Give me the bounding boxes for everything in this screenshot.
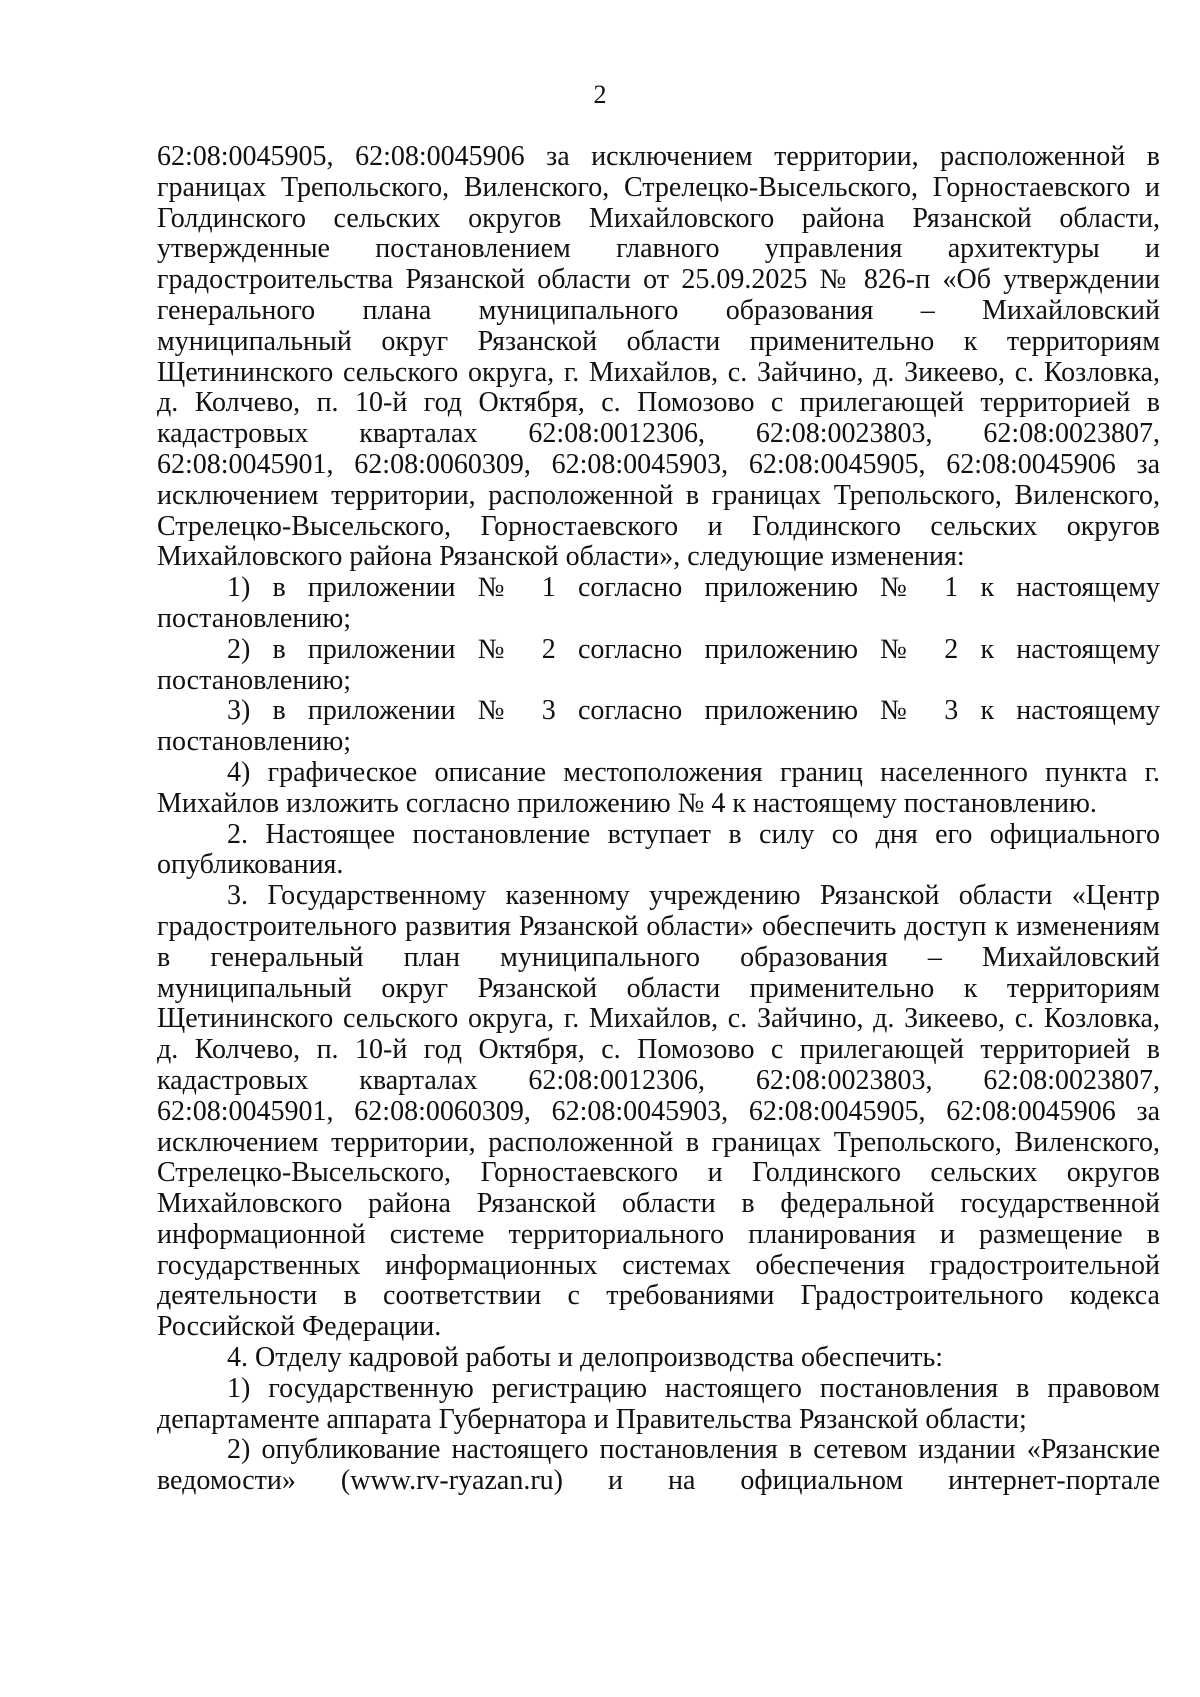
clause-4-item-2: 2) опубликование настоящего постановления в сетевом издании «Рязанские ведомости» (www.rv-ryazan.ru) и на официальном интернет-портале (157, 1434, 1160, 1497)
amendment-item-4: 4) графическое описание местоположения границ населенного пункта г. Михайлов изложить согласно приложению № 4 к настоящему постановлению. (157, 756, 1160, 819)
amendment-item-3: 3) в приложении № 3 согласно приложению № 3 к настоящему постановлению; (157, 695, 1160, 758)
amendment-item-1: 1) в приложении № 1 согласно приложению № 1 к настоящему постановлению; (157, 572, 1160, 634)
clause-3: 3. Государственному казенному учреждению Рязанской области «Центр градостроительного развития Рязанской области» обеспечить доступ к изменениям в генеральный план муниципального образования – Михайловский муниципальный округ Рязанской области применительно к территориям Щетининского сельского округа, г. Михайлов, с. Зайчино, д. Зикеево, с. Козловка, д. Колчево, п. 10-й год Октября, с. Помозово с прилегающей территорией в кадастровых кварталах 62:08:0012306, 62:08:0023803, 62:08:0023807, 62:08:0045901, 62:08:0060309, 62:08:0045903, 62:08:0045905, 62:08:0045906 за исключением территории, расположенной в границах Трепольского, Виленского, Стрелецко-Высельского, Горностаевского и Голдинского сельских округов Михайловского района Рязанской области в федеральной государственной информационной системе территориального планирования и размещение в государственных информационных системах обеспечения градостроительной деятельности в соответствии с требованиями Градостроительного кодекса Российской Федерации. (157, 880, 1160, 1343)
document-body (157, 142, 1160, 1497)
amendment-item-2: 2) в приложении № 2 согласно приложению № 2 к настоящему постановлению; (157, 633, 1160, 696)
paragraph-continuation: 62:08:0045905, 62:08:0045906 за исключением территории, расположенной в границах Трепольского, Виленского, Стрелецко-Высельского, Горностаевского и Голдинского сельских округов Михайловского района Рязанской области, утвержденные постановлением главного управления архитектуры и градостроительства Рязанской области от 25.09.2025 № 826-п «Об утверждении генерального плана муниципального образования – Михайловский муниципальный округ Рязанской области применительно к территориям Щетининского сельского округа, г. Михайлов, с. Зайчино, д. Зикеево, с. Козловка, д. Колчево, п. 10-й год Октября, с. Помозово с прилегающей территорией в кадастровых кварталах 62:08:0012306, 62:08:0023803, 62:08:0023807, 62:08:0045901, 62:08:0060309, 62:08:0045903, 62:08:0045905, 62:08:0045906 за исключением территории, расположенной в границах Трепольского, Виленского, Стрелецко-Высельского, Горностаевского и Голдинского сельских округов Михайловского района Рязанской области», следующие изменения: (157, 141, 1160, 573)
clause-2: 2. Настоящее постановление вступает в силу со дня его официального опубликования. (157, 818, 1160, 881)
page-number: 2 (593, 80, 607, 109)
clause-4: 4. Отделу кадровой работы и делопроизводства обеспечить: (227, 1342, 944, 1374)
clause-4-item-1: 1) государственную регистрацию настоящего постановления в правовом департаменте аппарата Губернатора и Правительства Рязанской области; (157, 1372, 1160, 1435)
